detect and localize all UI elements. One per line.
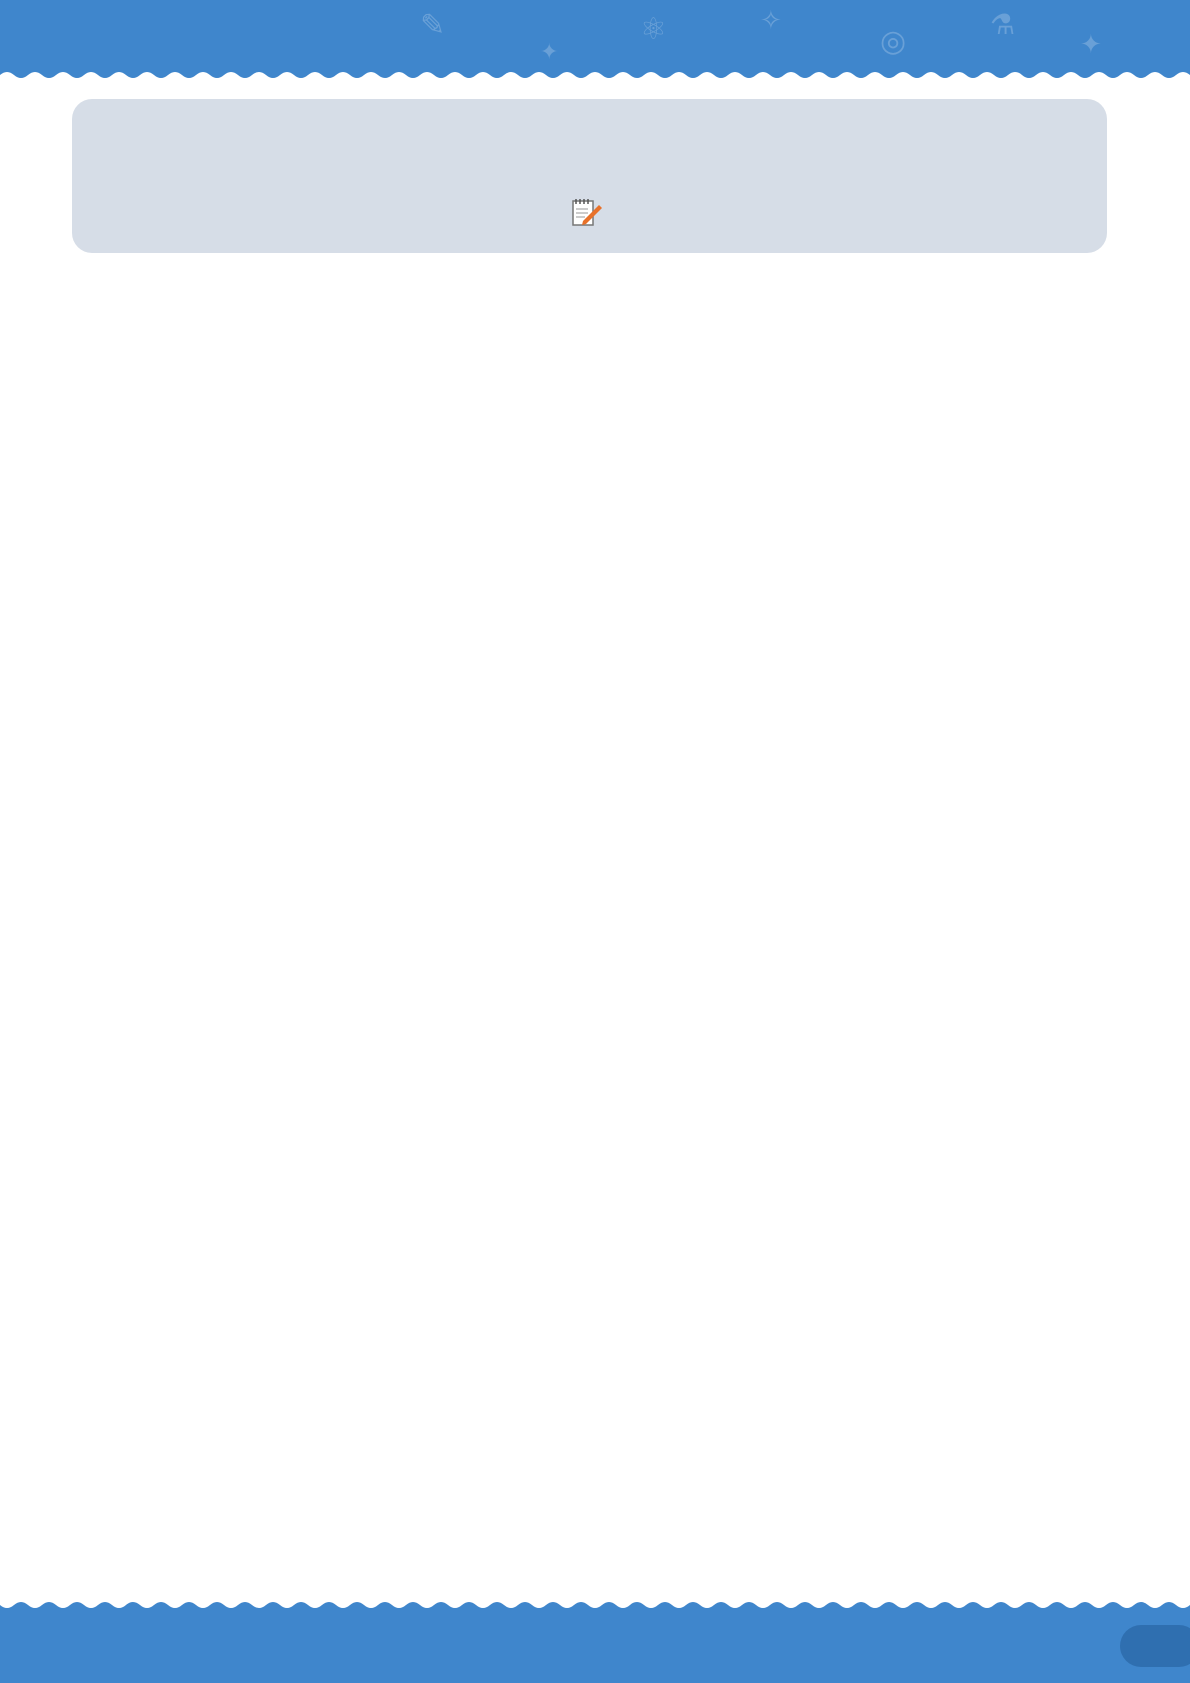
star-deco-icon: ✦: [540, 40, 559, 65]
atom-deco-icon: ⚛: [640, 12, 667, 47]
exam-title-box: [72, 99, 1107, 253]
header-band: [0, 0, 1190, 80]
star-deco-icon: ✦: [1080, 30, 1102, 60]
flask-deco-icon: ⚗: [990, 8, 1016, 41]
notepad-pencil-icon: [571, 197, 603, 233]
header-wave: [0, 69, 1190, 81]
section-title-grammar: [72, 546, 1112, 587]
instruction-sound: [72, 297, 1112, 338]
instruction-grammar: [72, 587, 1112, 628]
footer-tab: [1120, 1625, 1190, 1667]
question-row: [72, 380, 1112, 421]
question-row: [72, 504, 1112, 545]
section-title-phonetics: [72, 256, 1112, 297]
question-row: [72, 463, 1112, 504]
globe-deco-icon: ◎: [880, 24, 907, 59]
footer-band: [0, 1600, 1190, 1683]
pencil-deco-icon: ✎: [420, 8, 446, 43]
bulb-deco-icon: ✧: [760, 6, 782, 36]
instruction-stress: [72, 422, 1112, 463]
footer-wave: [0, 1599, 1190, 1611]
exam-author: [72, 197, 1107, 233]
question-row: [72, 339, 1112, 380]
